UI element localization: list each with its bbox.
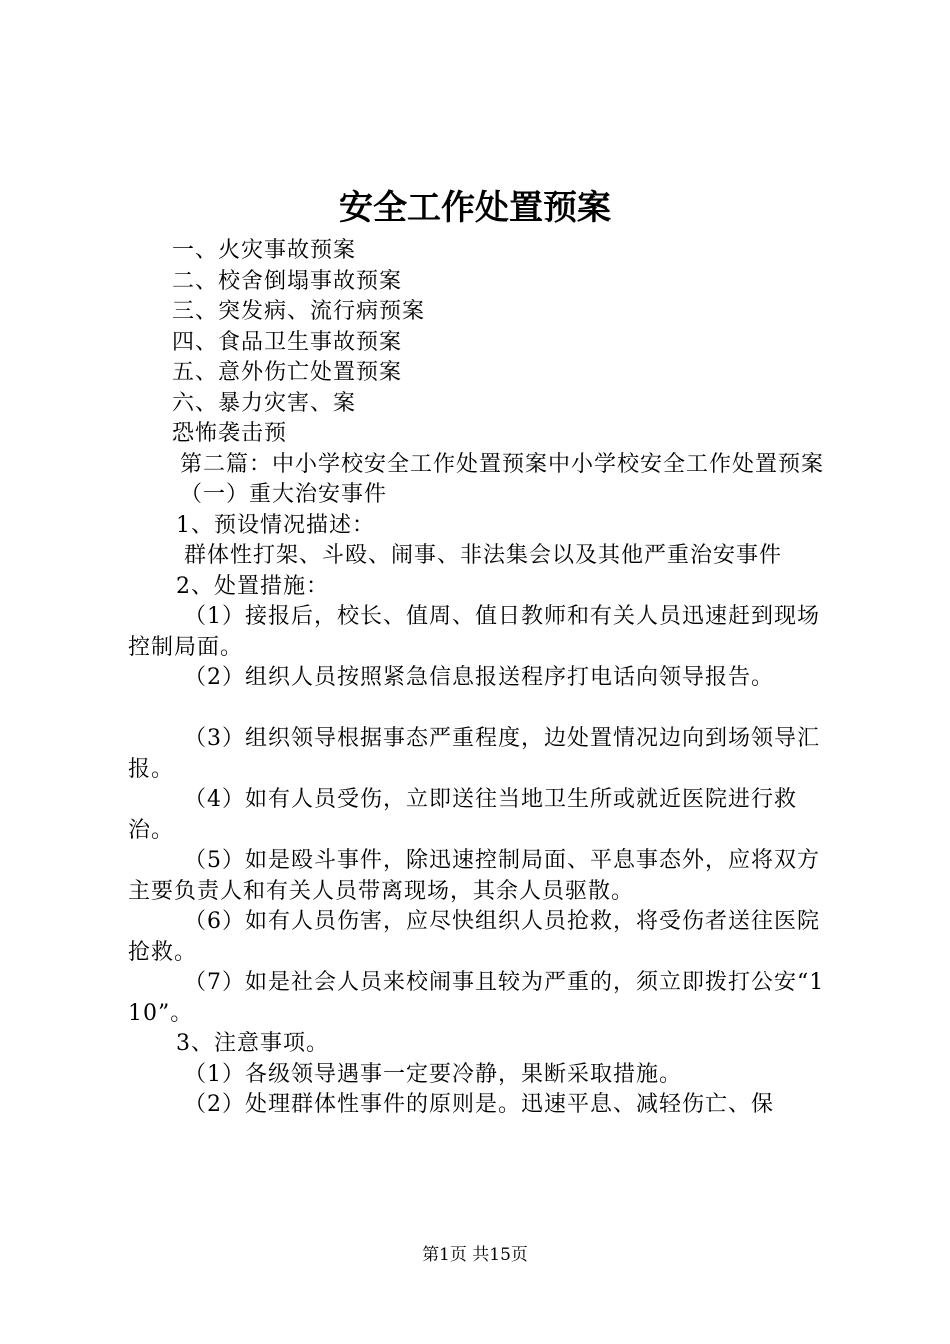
paragraph-22: （2）处理群体性事件的原则是。迅速平息、减轻伤亡、保 — [184, 1092, 774, 1117]
paragraph-14: （2）组织人员按照紧急信息报送程序打电话向领导报告。 — [184, 665, 774, 690]
document-title: 安全工作处置预案 — [339, 188, 611, 228]
paragraph-11: 群体性打架、斗殴、闹事、非法集会以及其他严重治安事件 — [184, 543, 783, 568]
paragraph-13: （1）接报后，校长、值周、值日教师和有关人员迅速赶到现场控制局面。 — [128, 604, 820, 660]
paragraph-12: 2、处置措施： — [176, 573, 329, 599]
page-footer: 第1页 共15页 — [422, 1245, 528, 1265]
paragraph-10: 1、预设情况描述： — [176, 512, 375, 538]
paragraph-2: 二、校舍倒塌事故预案 — [172, 268, 403, 294]
paragraph-7: 恐怖袭击预 — [172, 421, 288, 446]
paragraph-5: 五、意外伤亡处置预案 — [172, 360, 403, 385]
paragraph-15: （3）组织领导根据事态严重程度，边处置情况边向到场领导汇报。 — [128, 726, 820, 782]
blank-line — [128, 694, 832, 725]
paragraph-18: （6）如有人员伤害，应尽快组织人员抢救，将受伤者送往医院抢救。 — [128, 909, 820, 965]
paragraph-20: 3、注意事项。 — [176, 1031, 329, 1056]
paragraph-4: 四、食品卫生事故预案 — [172, 329, 403, 355]
paragraph-19: （7）如是社会人员来校闹事且较为严重的，须立即拨打公安“110”。 — [128, 970, 825, 1026]
paragraph-6: 六、暴力灾害、案 — [172, 390, 357, 416]
paragraph-1: 一、火灾事故预案 — [172, 238, 357, 263]
paragraph-17: （5）如是殴斗事件，除迅速控制局面、平息事态外，应将双方主要负责人和有关人员带离现场，其余人员驱散。 — [128, 848, 820, 904]
document-body — [128, 236, 832, 1121]
paragraph-9: （一）重大治安事件 — [180, 482, 388, 507]
paragraph-3: 三、突发病、流行病预案 — [172, 299, 426, 324]
paragraph-21: （1）各级领导遇事一定要冷静，果断采取措施。 — [184, 1061, 682, 1087]
paragraph-16: （4）如有人员受伤，立即送往当地卫生所或就近医院进行救治。 — [128, 787, 797, 843]
paragraph-8: 第二篇：中小学校安全工作处置预案中小学校安全工作处置预案 — [180, 451, 825, 477]
